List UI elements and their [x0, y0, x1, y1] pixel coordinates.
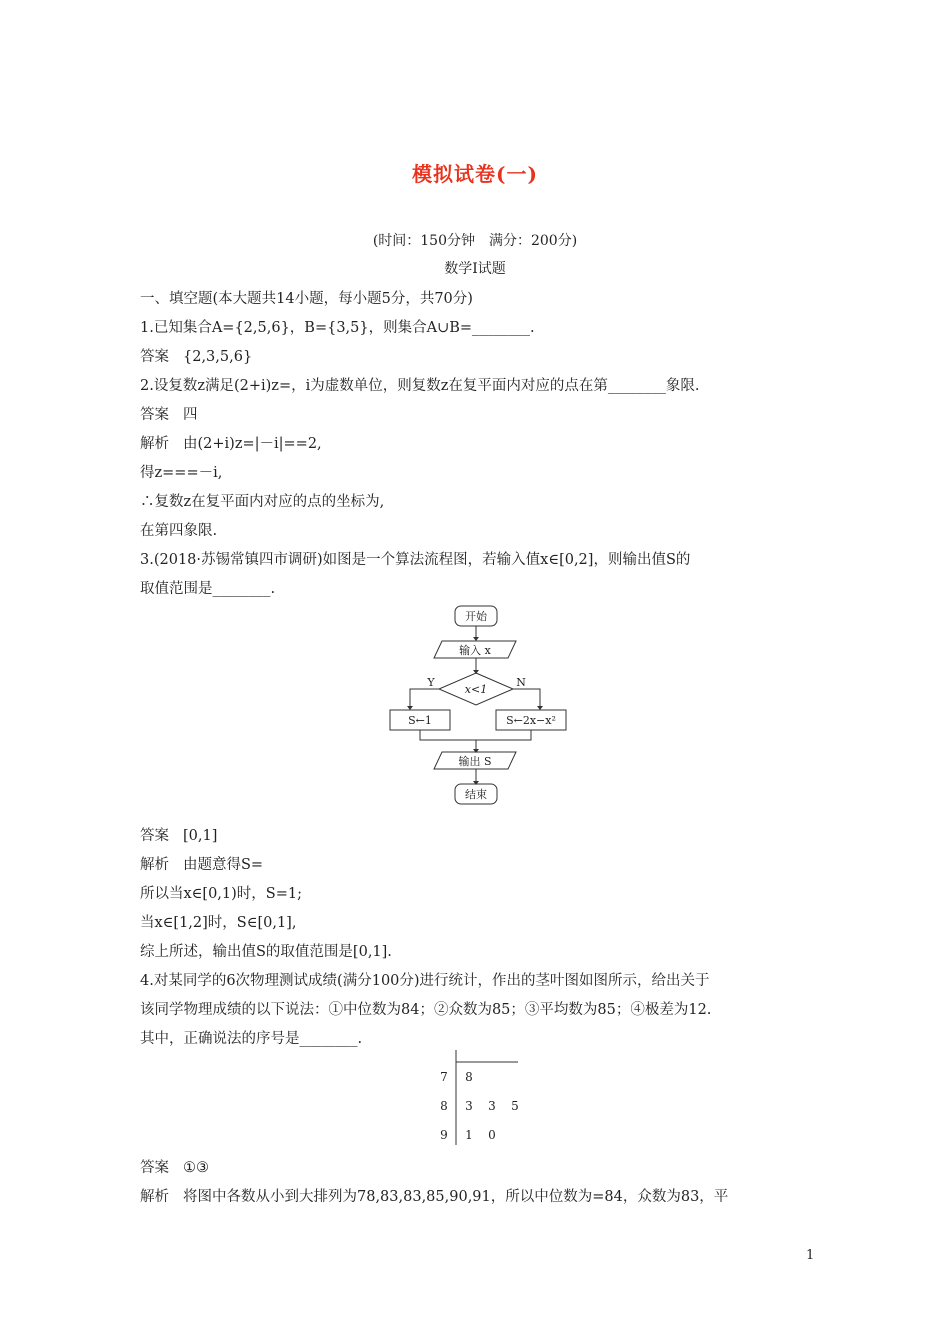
- q4-analysis-line: [140, 1185, 728, 1206]
- analysis-label: 解析: [140, 436, 169, 452]
- q3-stem: 取值范围是________.: [140, 581, 276, 597]
- analysis-label: 解析: [140, 1189, 169, 1205]
- flow-left-label: S←1: [408, 714, 432, 727]
- answer-value: ①③: [183, 1160, 209, 1176]
- q3-analysis-line: 综上所述，输出值S的取值范围是[0,1].: [140, 944, 392, 960]
- answer-value: 四: [183, 407, 198, 423]
- q3-stem: 3.(2018·苏锡常镇四市调研)如图是一个算法流程图，若输入值x∈[0,2]，则输出值S的: [140, 552, 691, 568]
- analysis-label: 解析: [140, 857, 169, 873]
- exam-meta: (时间：150分钟 满分：200分): [372, 233, 578, 249]
- flow-yes-label: Y: [427, 676, 435, 689]
- exam-subtitle: 数学Ⅰ试题: [444, 261, 506, 277]
- q2-answer: [140, 403, 198, 424]
- leaf-value: 8: [465, 1070, 473, 1084]
- flow-right-label: S←2x−x²: [506, 714, 556, 727]
- q2-analysis-line: 在第四象限.: [140, 523, 218, 539]
- q1-answer: [140, 345, 252, 366]
- answer-label: 答案: [140, 1160, 169, 1176]
- q3-analysis-line: 所以当x∈[0,1)时，S=1;: [140, 886, 302, 902]
- flow-output-label: 输出 S: [458, 755, 492, 768]
- q2-analysis-line: [140, 432, 322, 453]
- section-heading: 一、填空题(本大题共14小题，每小题5分，共70分): [140, 291, 473, 307]
- flow-input-label: 输入 x: [459, 644, 491, 657]
- stem-leaf-plot: [430, 1050, 530, 1150]
- stem-value: 8: [440, 1099, 448, 1113]
- flow-start-label: 开始: [465, 610, 487, 623]
- q1-stem: 1.已知集合A={2,5,6}，B={3,5}，则集合A∪B=________.: [140, 320, 535, 336]
- q2-analysis-line: 得z===－i,: [140, 465, 223, 481]
- answer-label: 答案: [140, 407, 169, 423]
- leaf-value: 1: [465, 1128, 473, 1142]
- q4-answer: [140, 1156, 209, 1177]
- q4-stem: 该同学物理成绩的以下说法：①中位数为84；②众数为85；③平均数为85；④极差为12.: [140, 1002, 712, 1018]
- leaf-value: 3: [465, 1099, 473, 1113]
- paper-title: 模拟试卷(一): [412, 162, 538, 186]
- q3-analysis-line: [140, 853, 263, 874]
- q4-stem: 4.对某同学的6次物理测试成绩(满分100分)进行统计，作出的茎叶图如图所示，给出关于: [140, 973, 710, 989]
- answer-value: {2,3,5,6}: [183, 349, 253, 365]
- page-number: 1: [806, 1248, 815, 1263]
- leaf-value: 3: [488, 1099, 496, 1113]
- flowchart: [380, 600, 570, 815]
- analysis-text: 将图中各数从小到大排列为78,83,83,85,90,91，所以中位数为=84，众数为83，平: [183, 1189, 729, 1205]
- analysis-text: 由(2+i)z=|－i|==2,: [183, 436, 322, 452]
- q2-stem: 2.设复数z满足(2+i)z=，i为虚数单位，则复数z在复平面内对应的点在第________象限.: [140, 378, 700, 394]
- q4-stem: 其中，正确说法的序号是________.: [140, 1031, 363, 1047]
- answer-label: 答案: [140, 349, 169, 365]
- stem-value: 7: [440, 1070, 448, 1084]
- answer-value: [0,1]: [183, 828, 218, 844]
- q3-answer: [140, 824, 217, 845]
- leaf-value: 0: [488, 1128, 496, 1142]
- stem-value: 9: [440, 1128, 448, 1142]
- q2-analysis-line: ∴复数z在复平面内对应的点的坐标为,: [140, 494, 385, 510]
- flow-condition-label: x<1: [464, 683, 488, 696]
- answer-label: 答案: [140, 828, 169, 844]
- flow-no-label: N: [516, 676, 526, 689]
- q3-analysis-line: 当x∈[1,2]时，S∈[0,1],: [140, 915, 297, 931]
- flow-end-label: 结束: [465, 788, 487, 801]
- leaf-value: 5: [511, 1099, 519, 1113]
- analysis-text: 由题意得S=: [183, 857, 264, 873]
